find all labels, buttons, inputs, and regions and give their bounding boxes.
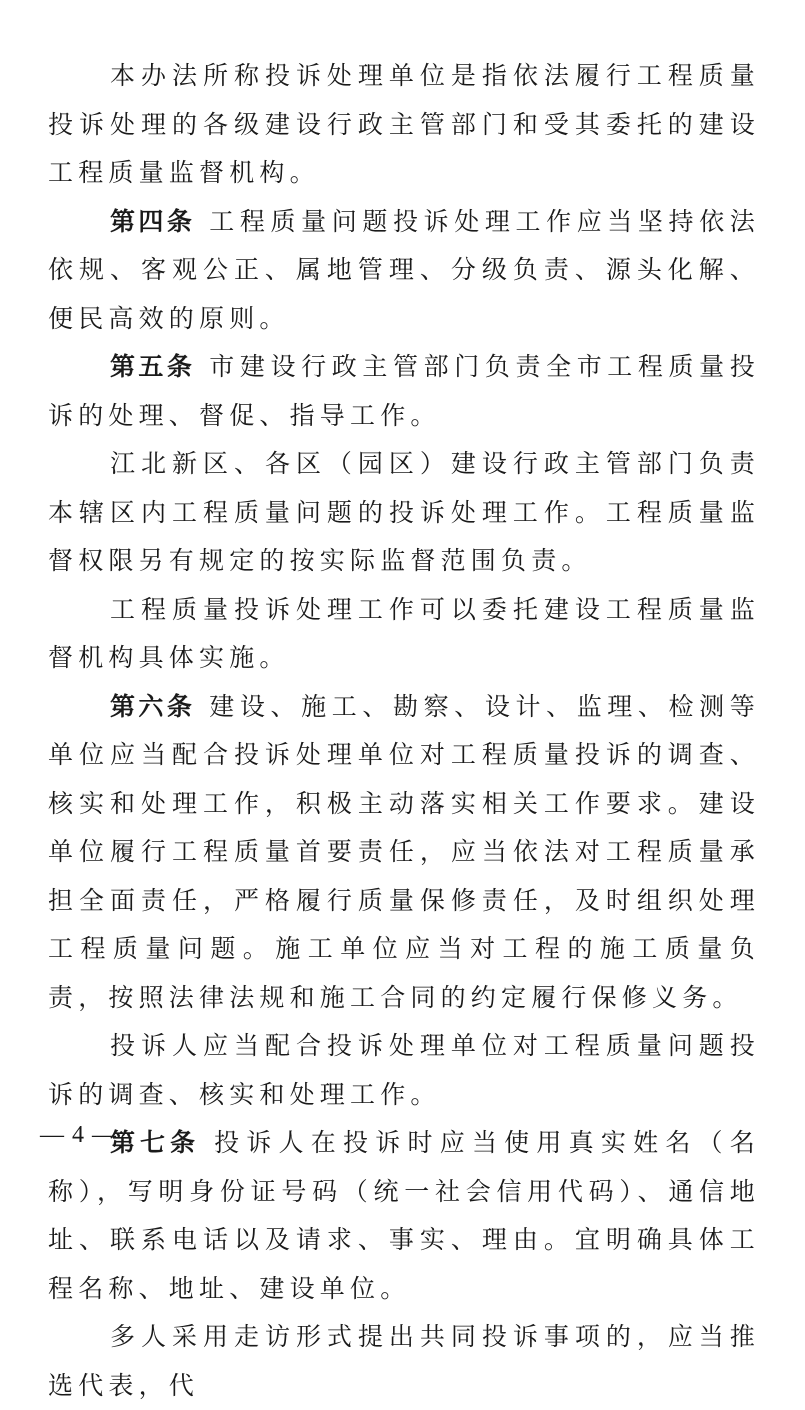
article-label: 第五条 bbox=[110, 352, 196, 381]
paragraph-text: 江北新区、各区（园区）建设行政主管部门负责本辖区内工程质量问题的投诉处理工作。工程质量监督权限另有规定的按实际监督范围负责。 bbox=[48, 449, 760, 575]
paragraph-text: 投诉人在投诉时应当使用真实姓名（名称），写明身份证号码（统一社会信用代码）、通信地址、联系电话以及请求、事实、理由。宜明确具体工程名称、地址、建设单位。 bbox=[48, 1128, 760, 1303]
article-seven bbox=[48, 1119, 760, 1313]
paragraph bbox=[48, 586, 760, 683]
paragraph bbox=[48, 1313, 760, 1410]
paragraph bbox=[48, 52, 760, 198]
page-number: — 4 — bbox=[40, 1122, 117, 1148]
article-five bbox=[48, 343, 760, 440]
paragraph-text: 投诉人应当配合投诉处理单位对工程质量问题投诉的调查、核实和处理工作。 bbox=[48, 1031, 760, 1109]
paragraph-text: 工程质量投诉处理工作可以委托建设工程质量监督机构具体实施。 bbox=[48, 594, 760, 672]
paragraph-text: 工程质量问题投诉处理工作应当坚持依法依规、客观公正、属地管理、分级负责、源头化解、便民高效的原则。 bbox=[48, 206, 760, 333]
paragraph bbox=[48, 440, 760, 586]
article-label: 第七条 bbox=[110, 1128, 201, 1157]
article-label: 第六条 bbox=[110, 691, 196, 721]
paragraph-text: 市建设行政主管部门负责全市工程质量投诉的处理、督促、指导工作。 bbox=[48, 352, 760, 430]
document-body bbox=[48, 52, 760, 1410]
paragraph-text: 多人采用走访形式提出共同投诉事项的，应当推选代表，代 bbox=[48, 1322, 760, 1400]
article-label: 第四条 bbox=[110, 206, 196, 236]
article-four bbox=[48, 198, 760, 344]
paragraph-text: 建设、施工、勘察、设计、监理、检测等单位应当配合投诉处理单位对工程质量投诉的调查、核实和处理工作，积极主动落实相关工作要求。建设单位履行工程质量首要责任，应当依法对工程质量承担全面责任，严格履行质量保修责任，及时组织处理工程质量问题。施工单位应当对工程的施工质量负责，按照法律法规和施工合同的约定履行保修义务。 bbox=[48, 691, 760, 1012]
paragraph-text: 本办法所称投诉处理单位是指依法履行工程质量投诉处理的各级建设行政主管部门和受其委托的建设工程质量监督机构。 bbox=[48, 61, 760, 187]
paragraph bbox=[48, 1022, 760, 1119]
article-six bbox=[48, 683, 760, 1023]
